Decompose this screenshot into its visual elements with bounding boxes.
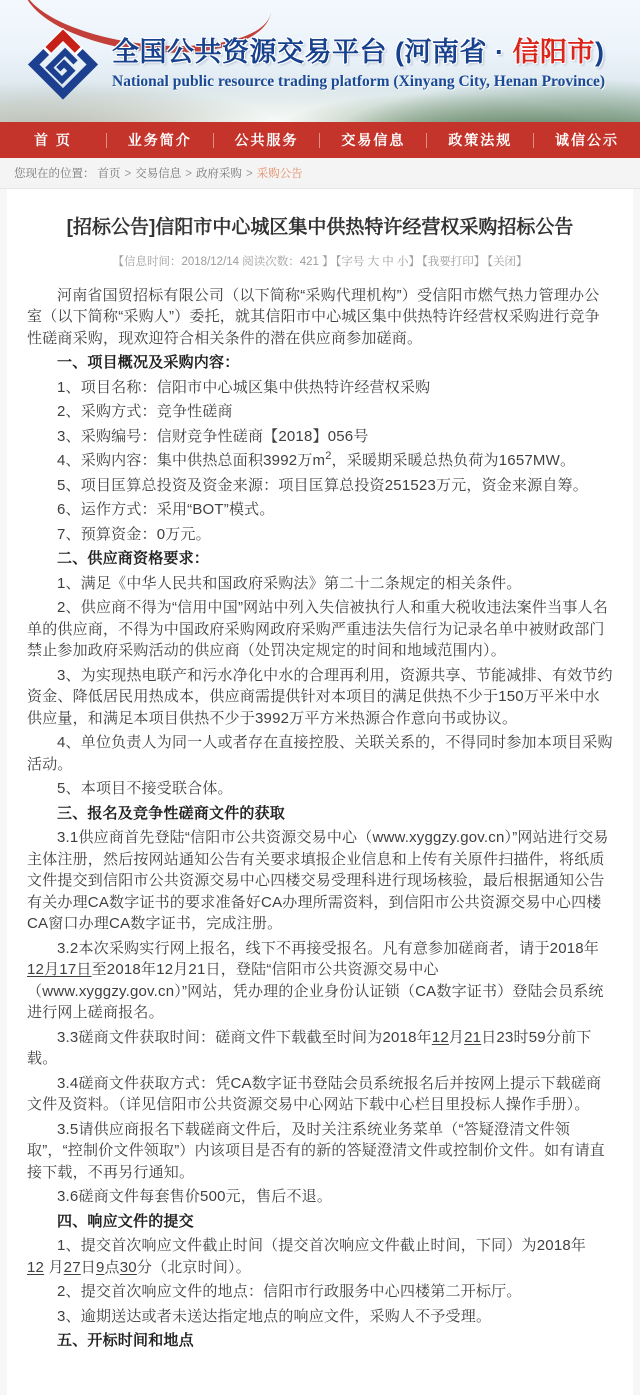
text-run: 日 — [80, 1258, 96, 1276]
meta-info-time: 【信息时间：2018/12/14 阅读次数：421 】 — [112, 255, 334, 268]
nav-item-business-intro[interactable]: 业务简介 — [127, 132, 192, 148]
paragraph — [27, 665, 613, 730]
underlined-date: 12月17日 — [27, 961, 92, 979]
breadcrumb-link-2[interactable]: 交易信息 — [135, 168, 182, 180]
site-title-city: 信阳市 — [512, 37, 595, 67]
article-container — [7, 189, 633, 1395]
text-run: 3.3磋商文件获取时间：磋商文件下载截至时间为2018年 — [57, 1028, 432, 1046]
article-meta — [27, 253, 613, 269]
section-heading — [27, 1211, 613, 1233]
text-run: 2、采购方式：竞争性磋商 — [57, 403, 233, 421]
text-run: 分（北京时间）。 — [136, 1258, 251, 1276]
site-title-zh-suffix: ) — [595, 37, 605, 67]
text-run: 2、供应商不得为“信用中国”网站中列入失信被执行人和重大税收违法案件当事人名单的供应商，不得为中国政府采购网政府采购严重违法失信行为记录名单中被财政部门禁止参加政府采购活动的供应商（处罚决定规定的时间和地域范围内）。 — [27, 599, 608, 660]
nav-item-trade-info[interactable]: 交易信息 — [341, 132, 406, 148]
site-title-zh-main: 全国公共资源交易平台 (河南省 · — [112, 37, 513, 67]
section-heading — [27, 352, 613, 374]
paragraph — [27, 450, 613, 472]
paragraph — [27, 732, 613, 775]
breadcrumb-separator: > — [124, 168, 132, 180]
site-title-en: National public resource trading platform (Xinyang City, Henan Province) — [112, 73, 605, 90]
nav-item-home[interactable]: 首 页 — [33, 132, 72, 148]
text-run: 3.4磋商文件获取方式：凭CA数字证书登陆会员系统报名后并按网上提示下载磋商文件及资料。（详见信阳市公共资源交易中心网站下载中心栏目里投标人操作手册）。 — [27, 1074, 602, 1114]
breadcrumb-link-3[interactable]: 政府采购 — [195, 168, 242, 180]
text-run: 3.6磋商文件每套售价500元，售后不退。 — [57, 1188, 333, 1206]
paragraph — [27, 401, 613, 423]
breadcrumb-prefix: 您现在的位置： — [14, 168, 95, 180]
text-run: 5、本项目不接受联合体。 — [57, 780, 233, 798]
article-title: [招标公告]信阳市中心城区集中供热特许经营权采购招标公告 — [66, 217, 574, 238]
text-run: 月 — [44, 1258, 64, 1276]
text-run: 7、预算资金：0万元。 — [57, 525, 211, 543]
text-run: 1、提交首次响应文件截止时间（提交首次响应文件截止时间，下同）为2018年 — [57, 1237, 587, 1255]
nav-item-integrity[interactable]: 诚信公示 — [555, 132, 620, 148]
text-run: 三、报名及竞争性磋商文件的获取 — [57, 804, 286, 822]
paragraph — [27, 1235, 613, 1278]
text-run: 3、逾期送达或者未送达指定地点的响应文件，采购人不予受理。 — [57, 1307, 492, 1325]
paragraph — [27, 1281, 613, 1303]
text-run: 月 — [448, 1028, 465, 1046]
site-title-zh — [112, 30, 632, 69]
underlined-date: 21 — [464, 1028, 482, 1046]
section-heading — [27, 548, 613, 570]
breadcrumb-separator: > — [185, 168, 192, 180]
text-run: 河南省国贸招标有限公司（以下简称“采购代理机构”）受信阳市燃气热力管理办公室（以下简称“采购人”）委托，就其信阳市中心城区集中供热特许经营权采购进行竞争性磋商采购，现欢迎符合相关条件的潜在供应商参加磋商。 — [27, 286, 600, 347]
text-run: 4、单位负责人为同一人或者存在直接控股、关联关系的，不得同时参加本项目采购活动。 — [27, 734, 613, 773]
paragraph — [27, 377, 613, 399]
paragraph — [27, 499, 613, 521]
paragraph — [27, 938, 613, 1024]
article-body — [27, 285, 613, 1352]
site-banner — [0, 0, 640, 122]
breadcrumb-link-1[interactable]: 首页 — [97, 168, 121, 180]
breadcrumb-current: 采购公告 — [256, 168, 303, 180]
paragraph — [27, 1186, 613, 1208]
site-titles — [112, 30, 632, 91]
underlined-date: 30 — [119, 1258, 137, 1276]
paragraph — [27, 475, 613, 497]
superscript: 2 — [325, 450, 332, 463]
close-button[interactable]: 【关闭】 — [487, 255, 528, 268]
text-run: 四、响应文件的提交 — [57, 1212, 194, 1230]
underlined-date: 9 — [95, 1258, 105, 1276]
public-resource-platform-logo-icon — [26, 26, 100, 111]
underlined-date: 27 — [63, 1258, 81, 1276]
paragraph — [27, 1119, 613, 1184]
underlined-date: 12 — [27, 1258, 45, 1276]
text-run: 4、采购内容：集中供热总面积3992万m — [57, 452, 326, 470]
font-size-controls[interactable]: 【字号 大 中 小】 — [335, 255, 420, 268]
text-run: 3.2本次采购实行网上报名，线下不再接受报名。凡有意参加磋商者，请于2018年 — [57, 939, 600, 957]
paragraph — [27, 1306, 613, 1328]
text-run: 点 — [104, 1258, 120, 1276]
breadcrumb-separator: > — [245, 168, 253, 180]
print-button[interactable]: 【我要打印】 — [421, 255, 486, 268]
paragraph — [27, 573, 613, 595]
underlined-date: 12 — [431, 1028, 449, 1046]
text-run: 5、项目匡算总投资及资金来源：项目匡算总投资251523万元，资金来源自筹。 — [57, 476, 588, 494]
text-run: 3.5请供应商报名下载磋商文件后，及时关注系统业务菜单（“答疑澄清文件领取”，“控制价文件领取”）内该项目是否有的新的答疑澄清文件或控制价文件。如有请直接下载，不再另行通知。 — [27, 1120, 605, 1181]
paragraph — [27, 1073, 613, 1116]
text-run: 一、项目概况及采购内容： — [57, 354, 240, 372]
paragraph — [27, 426, 613, 448]
text-run: 至2018年12月21日，登陆“信阳市公共资源交易中心（www.xyggzy.gov.cn）”网站，凭办理的企业身份认证锁（CA数字证书）登陆会员系统进行网上磋商报名。 — [27, 961, 604, 1022]
text-run: 五、开标时间和地点 — [57, 1332, 194, 1350]
paragraph — [27, 524, 613, 546]
main-nav — [0, 122, 640, 158]
text-run: 6、运作方式：采用“BOT”模式。 — [57, 501, 275, 519]
breadcrumb-links — [95, 165, 254, 181]
text-run: 二、供应商资格要求： — [57, 550, 210, 568]
section-heading — [27, 803, 613, 825]
text-run: 3、为实现热电联产和污水净化中水的合理再利用，资源共享、节能减排、有效节约资金、降低居民用热成本，供应商需提供针对本项目的满足供热不少于150万平米中水供应量，和满足本项目供热不少于3992万平方米热源合作意向书或协议。 — [27, 666, 613, 727]
nav-item-policies[interactable]: 政策法规 — [448, 132, 513, 148]
paragraph — [27, 1027, 613, 1070]
text-run: 3、采购编号：信财竞争性磋商【2018】056号 — [57, 427, 369, 445]
nav-item-public-services[interactable]: 公共服务 — [234, 132, 299, 148]
text-run: 日23时59分前下载。 — [27, 1028, 592, 1068]
paragraph — [27, 827, 613, 935]
paragraph — [27, 778, 613, 800]
paragraph — [27, 597, 613, 662]
section-heading — [27, 1330, 613, 1352]
breadcrumb — [0, 158, 640, 189]
paragraph — [27, 285, 613, 350]
text-run: 2、提交首次响应文件的地点：信阳市行政服务中心四楼第二开标厅。 — [57, 1283, 522, 1301]
text-run: ，采暖期采暖总热负荷为1657MW。 — [331, 452, 576, 470]
text-run: 1、满足《中华人民共和国政府采购法》第二十二条规定的相关条件。 — [57, 574, 522, 592]
text-run: 1、项目名称：信阳市中心城区集中供热特许经营权采购 — [57, 378, 431, 396]
text-run: 3.1供应商首先登陆“信阳市公共资源交易中心（www.xyggzy.gov.cn）”网站进行交易主体注册，然后按网站通知公告有关要求填报企业信息和上传有关原件扫描件，将纸质文件提交到信阳市公共资源交易中心四楼交易受理科进行现场核验，最后根据通知公告有关办理CA数字证书的要求准备好CA办理所需资料，到信阳市公共资源交易中心四楼CA窗口办理CA数字证书，完成注册。 — [27, 829, 609, 933]
